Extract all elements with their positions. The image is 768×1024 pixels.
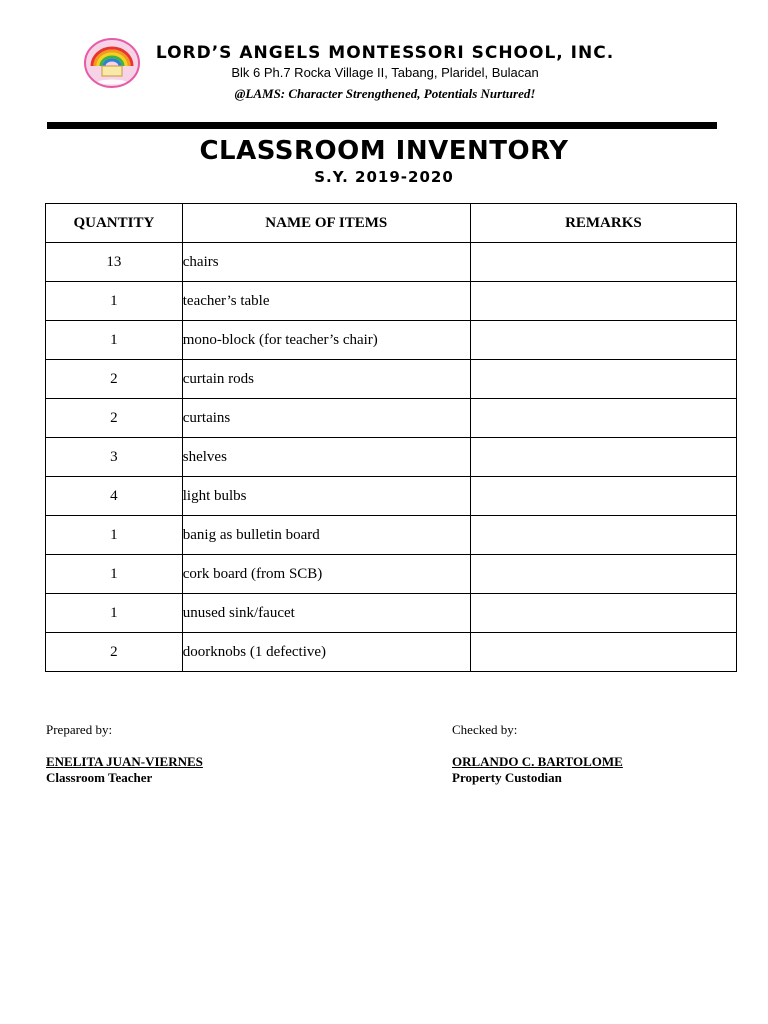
quantity-cell: 13 bbox=[46, 243, 183, 282]
table-row bbox=[46, 243, 737, 282]
school-logo bbox=[84, 38, 140, 88]
remarks-cell bbox=[470, 477, 736, 516]
quantity-cell: 1 bbox=[46, 321, 183, 360]
quantity-cell: 1 bbox=[46, 516, 183, 555]
table-row bbox=[46, 360, 737, 399]
item-name-cell: light bulbs bbox=[182, 477, 470, 516]
table-row bbox=[46, 594, 737, 633]
item-name-cell: mono-block (for teacher’s chair) bbox=[182, 321, 470, 360]
quantity-cell: 1 bbox=[46, 282, 183, 321]
table-row bbox=[46, 477, 737, 516]
quantity-cell: 2 bbox=[46, 399, 183, 438]
header-divider bbox=[47, 122, 717, 129]
school-year: S.Y. 2019-2020 bbox=[314, 168, 454, 186]
checked-by-block bbox=[452, 722, 623, 786]
remarks-cell bbox=[470, 321, 736, 360]
quantity-cell: 2 bbox=[46, 360, 183, 399]
remarks-cell bbox=[470, 555, 736, 594]
prepared-by-name: ENELITA JUAN-VIERNES bbox=[46, 754, 203, 769]
item-name-cell: shelves bbox=[182, 438, 470, 477]
remarks-cell bbox=[470, 360, 736, 399]
remarks-cell bbox=[470, 438, 736, 477]
prepared-by-title: Classroom Teacher bbox=[46, 770, 153, 785]
quantity-cell: 2 bbox=[46, 633, 183, 672]
item-name-cell: chairs bbox=[182, 243, 470, 282]
item-name-cell: teacher’s table bbox=[182, 282, 470, 321]
inventory-table bbox=[45, 203, 737, 672]
header-name-of-items: NAME OF ITEMS bbox=[182, 204, 470, 243]
header-remarks: REMARKS bbox=[470, 204, 736, 243]
remarks-cell bbox=[470, 516, 736, 555]
prepared-by-label: Prepared by: bbox=[46, 722, 113, 737]
school-address: Blk 6 Ph.7 Rocka Village II, Tabang, Plaridel, Bulacan bbox=[231, 65, 539, 80]
remarks-cell bbox=[470, 282, 736, 321]
school-name: LORD’S ANGELS MONTESSORI SCHOOL, INC. bbox=[155, 43, 615, 63]
item-name-cell: curtains bbox=[182, 399, 470, 438]
checked-by-name: ORLANDO C. BARTOLOME bbox=[452, 754, 623, 769]
remarks-cell bbox=[470, 594, 736, 633]
school-motto: @LAMS: Character Strengthened, Potentials Nurtured! bbox=[234, 86, 536, 101]
prepared-by-block bbox=[46, 722, 203, 786]
quantity-cell: 3 bbox=[46, 438, 183, 477]
remarks-cell bbox=[470, 399, 736, 438]
checked-by-label: Checked by: bbox=[452, 722, 518, 737]
table-row bbox=[46, 633, 737, 672]
document-title: CLASSROOM INVENTORY bbox=[199, 136, 569, 166]
remarks-cell bbox=[470, 243, 736, 282]
remarks-cell bbox=[470, 633, 736, 672]
item-name-cell: doorknobs (1 defective) bbox=[182, 633, 470, 672]
table-header-row bbox=[46, 204, 737, 243]
header-quantity: QUANTITY bbox=[46, 204, 183, 243]
item-name-cell: unused sink/faucet bbox=[182, 594, 470, 633]
item-name-cell: cork board (from SCB) bbox=[182, 555, 470, 594]
table-row bbox=[46, 438, 737, 477]
table-row bbox=[46, 555, 737, 594]
table-row bbox=[46, 282, 737, 321]
table-row bbox=[46, 321, 737, 360]
checked-by-title: Property Custodian bbox=[452, 770, 562, 785]
quantity-cell: 4 bbox=[46, 477, 183, 516]
quantity-cell: 1 bbox=[46, 594, 183, 633]
letterhead bbox=[0, 34, 768, 101]
table-row bbox=[46, 399, 737, 438]
quantity-cell: 1 bbox=[46, 555, 183, 594]
item-name-cell: curtain rods bbox=[182, 360, 470, 399]
item-name-cell: banig as bulletin board bbox=[182, 516, 470, 555]
table-row bbox=[46, 516, 737, 555]
